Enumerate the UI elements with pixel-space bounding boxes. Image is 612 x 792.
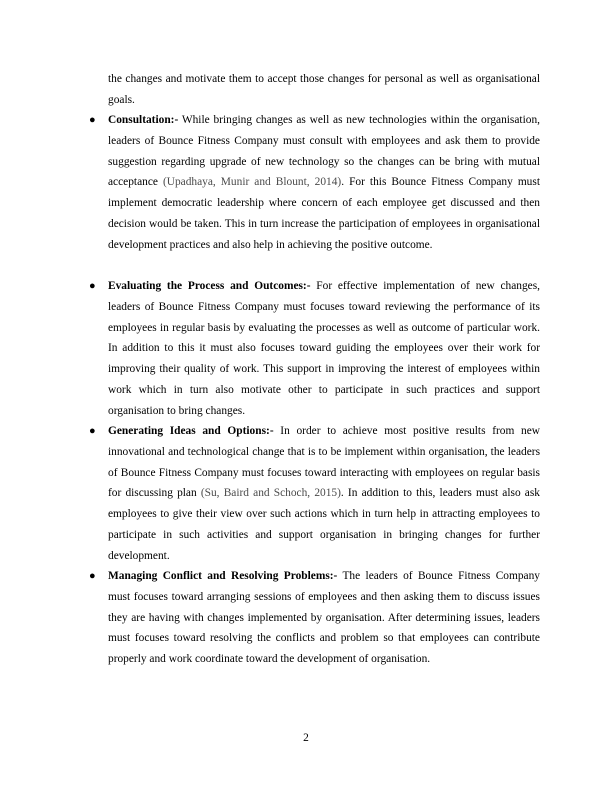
- item-text: In order to achieve most positive results from new innovational and technological change that is to be implement within organisation, the leaders of Bounce Fitness Company must focuses toward interacting with employees on regular basis for discussing plan: [108, 425, 541, 500]
- intro-paragraph: the changes and motivate them to accept those changes for personal as well as organisational goals.: [108, 73, 540, 106]
- page-number: 2: [303, 732, 309, 744]
- bullet-icon: ●: [89, 425, 96, 437]
- item-heading: Generating Ideas and Options:-: [108, 425, 274, 437]
- list-item-consultation: [89, 110, 540, 256]
- item-text-continued: . For this Bounce Fitness Company must implement democratic leadership where concern of each employee get discussed and then decision would be taken. This in turn increase the participation of employees in organisational development practices and also help in achieving the positive outcome.: [108, 176, 540, 251]
- item-text: While bringing changes as well as new technologies within the organisation, leaders of Bounce Fitness Company must consult with employees and ask them to provide suggestion regarding upgrade of new technology so the changes can be bring with mutual acceptance: [108, 114, 540, 189]
- citation: (Upadhaya, Munir and Blount, 2014): [162, 176, 342, 189]
- citation: (Su, Baird and Schoch, 2015): [200, 487, 341, 500]
- item-heading: Consultation:-: [108, 114, 179, 126]
- item-text: The leaders of Bounce Fitness Company must focuses toward arranging sessions of employees and then asking them to discuss issues they are having with changes implemented by organisation. After determining issues, leaders must focuses toward resolving the conflicts and problem so that employees can contribute properly and work coordinate toward the development of organisation.: [108, 570, 540, 666]
- list-item-generating-ideas: [89, 421, 541, 567]
- bullet-icon: ●: [89, 570, 96, 582]
- item-text: For effective implementation of new changes, leaders of Bounce Fitness Company must focuses toward reviewing the performance of its employees in regular basis by evaluating the processes as well as outcome of particular work. In addition to this it must also focuses toward guiding the employees over their work for improving their quality of work. This support in improving the interest of employees within work which in turn also motivate other to participate in such practices and support organisation to bring changes.: [108, 280, 540, 417]
- bullet-icon: ●: [89, 280, 96, 292]
- item-heading: Evaluating the Process and Outcomes:-: [108, 280, 311, 292]
- item-text-continued: . In addition to this, leaders must also ask employees to give their view over such actions which in turn help in attracting employees to participate in such activities and support organisation in bringing changes for further development.: [108, 487, 540, 562]
- list-item-managing-conflict: [89, 566, 540, 670]
- item-heading: Managing Conflict and Resolving Problems:-: [108, 570, 338, 582]
- bullet-icon: ●: [89, 114, 96, 126]
- list-item-evaluating: [89, 276, 540, 422]
